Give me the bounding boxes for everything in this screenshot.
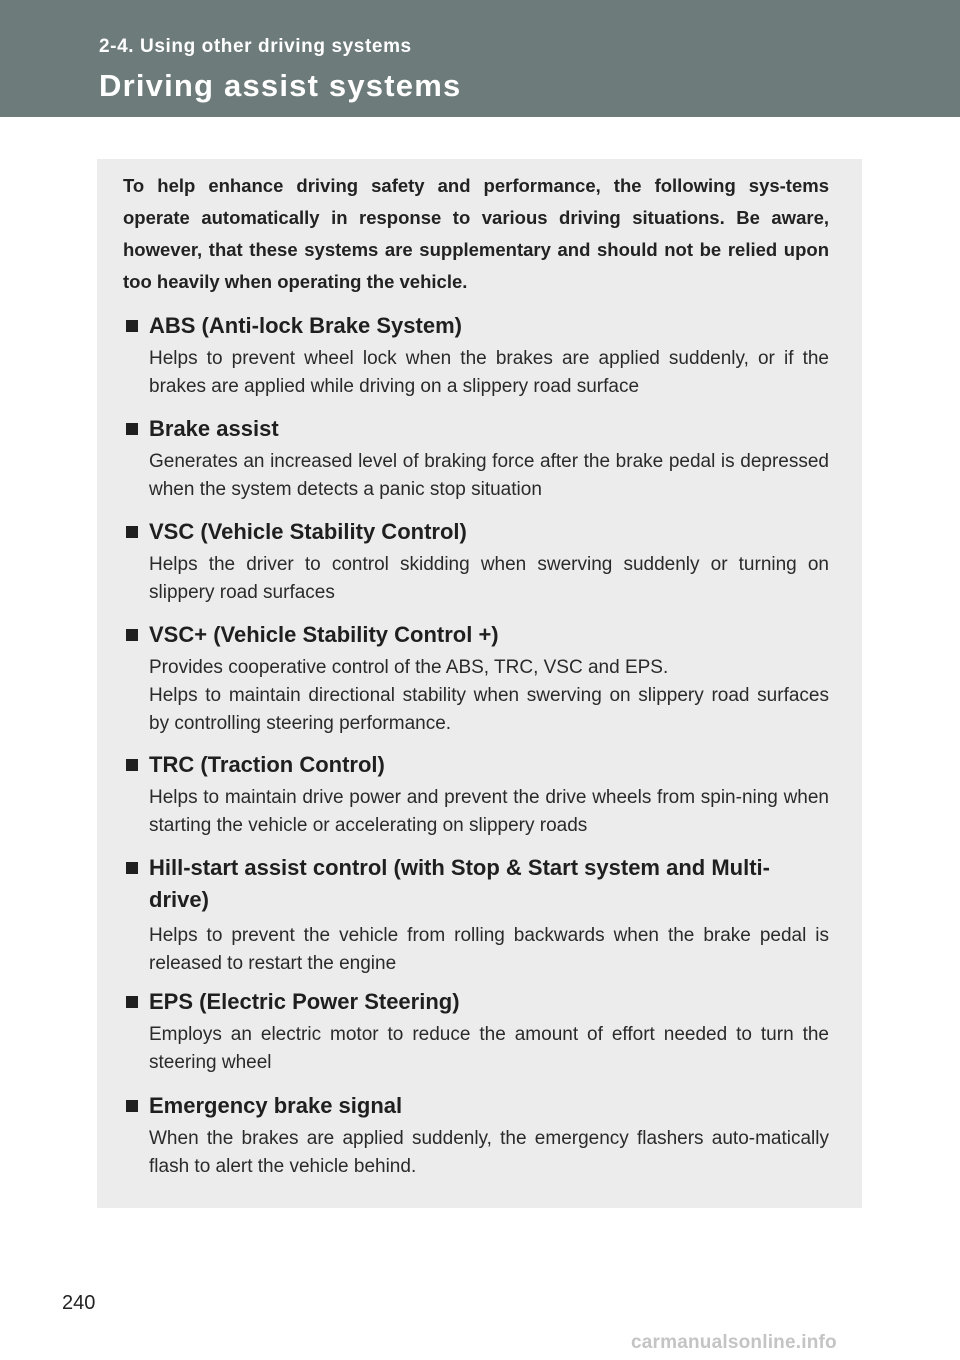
system-title: VSC (Vehicle Stability Control): [149, 519, 467, 544]
system-title: Brake assist: [149, 416, 279, 441]
system-title: Hill-start assist control (with Stop & Start system and Multi-drive): [149, 855, 770, 912]
system-item-vsc-plus: [123, 619, 829, 738]
system-description: Employs an electric motor to reduce the amount of effort needed to turn the steering wheel: [149, 1024, 829, 1073]
system-title: VSC+ (Vehicle Stability Control +): [149, 622, 499, 647]
system-description: Helps to prevent the vehicle from rolling backwards when the brake pedal is released to restart the engine: [149, 925, 829, 974]
section-label: 2-4. Using other driving systems: [99, 36, 412, 57]
system-title: ABS (Anti-lock Brake System): [149, 313, 462, 338]
system-item-vsc: [123, 516, 829, 607]
system-description: Generates an increased level of braking force after the brake pedal is depressed when the system detects a panic stop situation: [149, 451, 829, 500]
chapter-header: [0, 0, 960, 117]
square-bullet-icon: [123, 413, 149, 445]
system-item-abs: [123, 310, 829, 401]
system-title: EPS (Electric Power Steering): [149, 989, 460, 1014]
system-description: [149, 654, 829, 738]
description-line: Helps to maintain directional stability when swerving on slippery road surfaces by controlling steering performance.: [149, 685, 829, 734]
square-bullet-icon: [123, 852, 149, 884]
system-item-hill-start: [123, 852, 829, 978]
square-bullet-icon: [123, 310, 149, 342]
page-title: Driving assist systems: [99, 68, 462, 103]
system-description: Helps the driver to control skidding when swerving suddenly or turning on slippery road surfaces: [149, 554, 829, 603]
description-line: Provides cooperative control of the ABS, TRC, VSC and EPS.: [149, 657, 669, 678]
system-title: TRC (Traction Control): [149, 752, 385, 777]
system-item-brake-assist: [123, 413, 829, 504]
square-bullet-icon: [123, 986, 149, 1018]
system-description: When the brakes are applied suddenly, the emergency flashers auto-matically flash to alert the vehicle behind.: [149, 1128, 829, 1177]
system-item-trc: [123, 749, 829, 840]
site-watermark: carmanualsonline.info: [631, 1332, 837, 1353]
square-bullet-icon: [123, 749, 149, 781]
page-number: 240: [62, 1292, 96, 1314]
system-description: Helps to prevent wheel lock when the brakes are applied suddenly, or if the brakes are applied while driving on a slippery road surface: [149, 348, 829, 397]
system-title: Emergency brake signal: [149, 1093, 403, 1118]
system-item-emergency-brake-signal: [123, 1090, 829, 1181]
system-description: Helps to maintain drive power and prevent the drive wheels from spin-ning when starting the vehicle or accelerating on slippery roads: [149, 787, 829, 836]
square-bullet-icon: [123, 619, 149, 651]
square-bullet-icon: [123, 1090, 149, 1122]
intro-paragraph: To help enhance driving safety and performance, the following sys-tems operate automatically in response to various driving situations. Be aware, however, that these systems are supplementary and should not be relied upon too heavily when operating the vehicle.: [123, 175, 829, 292]
system-item-eps: [123, 986, 829, 1077]
square-bullet-icon: [123, 516, 149, 548]
